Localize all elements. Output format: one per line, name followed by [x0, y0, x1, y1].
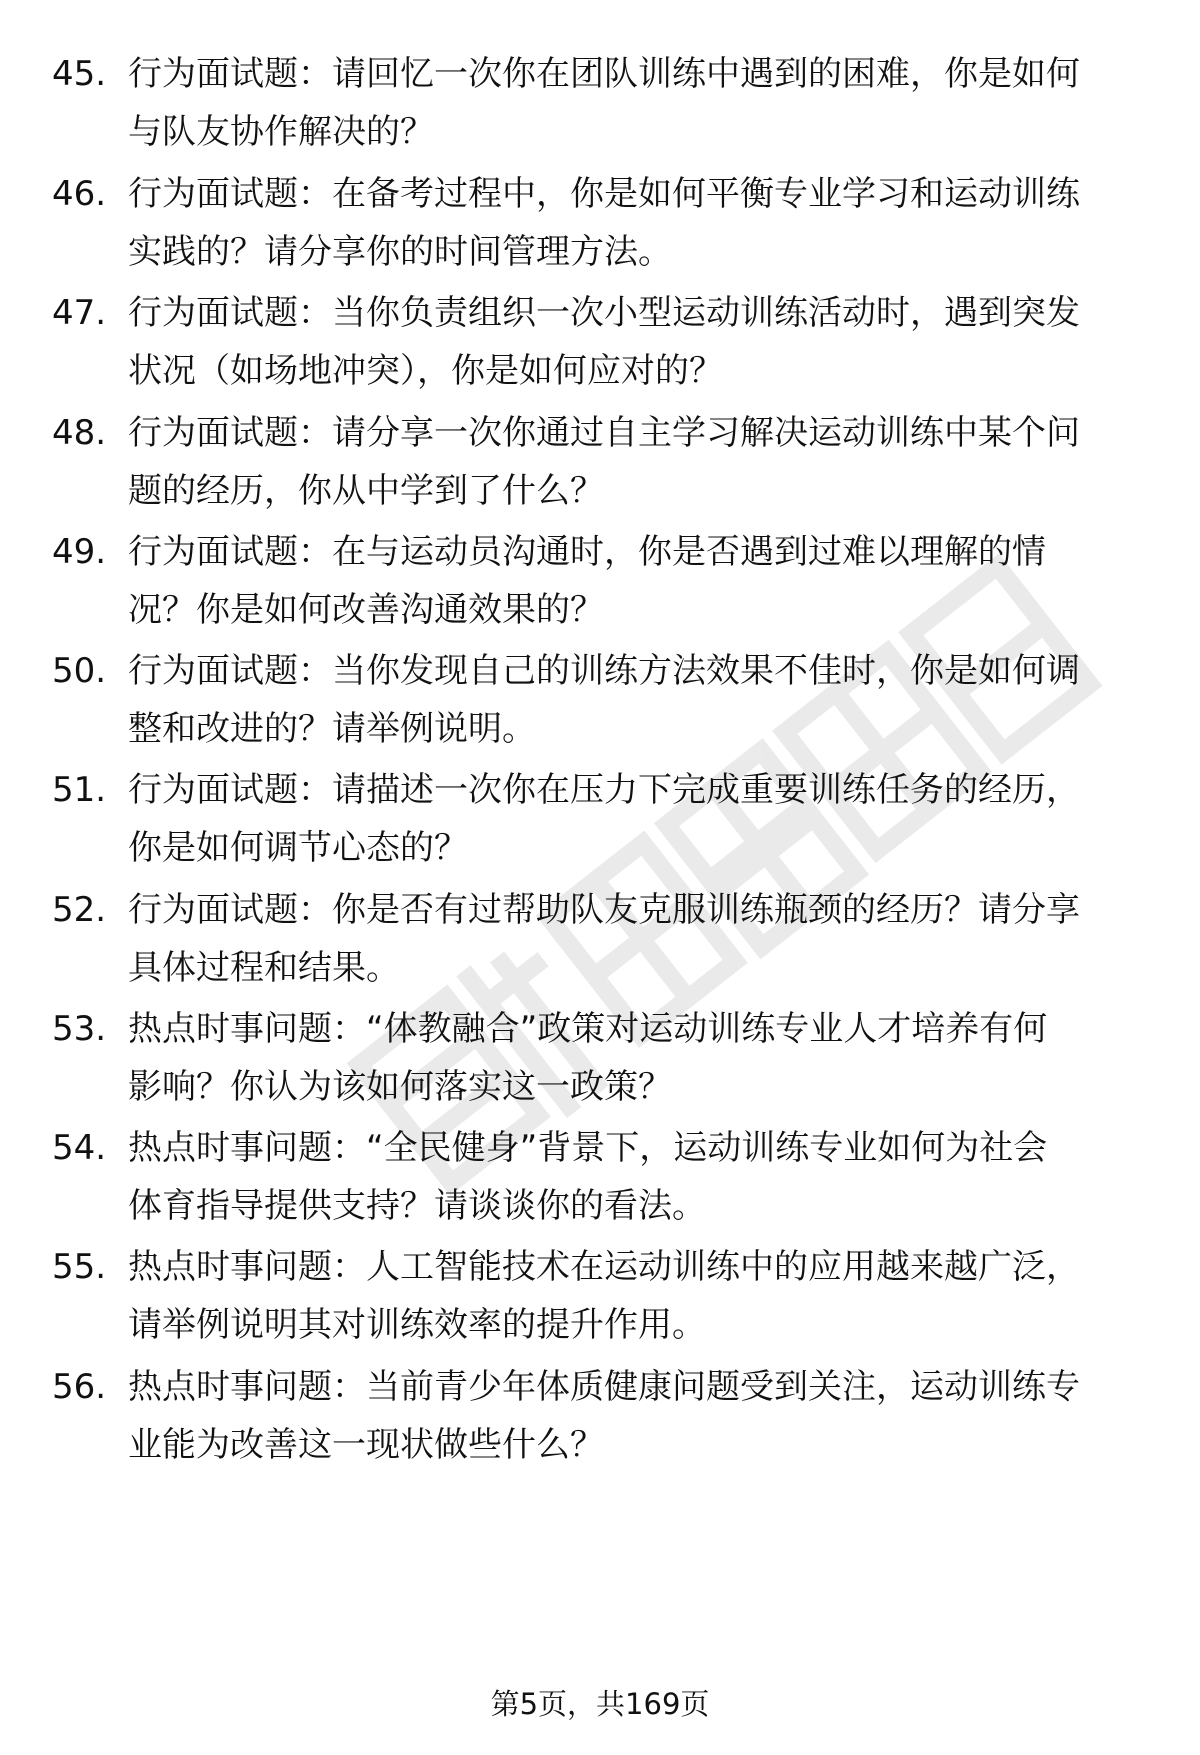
question-number: 54.	[52, 1128, 107, 1168]
question-text	[128, 1238, 1148, 1354]
question-line: 实践的？请分享你的时间管理方法。	[128, 232, 672, 272]
question-item	[0, 404, 1200, 524]
question-item	[0, 523, 1200, 643]
question-number: 47.	[52, 293, 107, 333]
page-number-footer: 第5页，共169页	[490, 1687, 710, 1721]
question-line: 行为面试题：你是否有过帮助队友克服训练瓶颈的经历？请分享	[128, 890, 1080, 930]
question-line: 行为面试题：请描述一次你在压力下完成重要训练任务的经历，	[128, 770, 1080, 810]
question-item	[0, 45, 1200, 165]
question-item	[0, 1358, 1200, 1478]
question-text	[128, 1000, 1148, 1116]
question-number: 53.	[52, 1009, 107, 1049]
question-text	[128, 284, 1148, 400]
question-item	[0, 165, 1200, 285]
question-line: 你是如何调节心态的？	[128, 828, 468, 868]
question-line: 况？你是如何改善沟通效果的？	[128, 590, 604, 630]
question-line: 行为面试题：当你负责组织一次小型运动训练活动时，遇到突发	[128, 293, 1080, 333]
question-line: 热点时事问题：“体教融合”政策对运动训练专业人才培养有何	[128, 1009, 1048, 1049]
question-item	[0, 642, 1200, 762]
question-line: 热点时事问题：当前青少年体质健康问题受到关注，运动训练专	[128, 1367, 1080, 1407]
question-line: 请举例说明其对训练效率的提升作用。	[128, 1305, 706, 1345]
question-number: 48.	[52, 413, 107, 453]
question-item	[0, 1119, 1200, 1239]
question-item	[0, 761, 1200, 881]
question-number: 55.	[52, 1247, 107, 1287]
question-line: 热点时事问题：人工智能技术在运动训练中的应用越来越广泛，	[128, 1247, 1080, 1287]
question-line: 行为面试题：在与运动员沟通时，你是否遇到过难以理解的情	[128, 532, 1046, 572]
question-item	[0, 1000, 1200, 1120]
question-number: 45.	[52, 54, 107, 94]
question-line: 热点时事问题：“全民健身”背景下，运动训练专业如何为社会	[128, 1128, 1048, 1168]
question-item	[0, 284, 1200, 404]
question-line: 行为面试题：请分享一次你通过自主学习解决运动训练中某个问	[128, 413, 1080, 453]
question-text	[128, 642, 1148, 758]
question-line: 整和改进的？请举例说明。	[128, 709, 536, 749]
question-line: 题的经历，你从中学到了什么？	[128, 471, 604, 511]
question-text	[128, 881, 1148, 997]
question-number: 52.	[52, 890, 107, 930]
question-number: 46.	[52, 174, 107, 214]
question-item	[0, 881, 1200, 1001]
question-number: 50.	[52, 651, 107, 691]
question-text	[128, 45, 1148, 161]
question-line: 状况（如场地冲突），你是如何应对的？	[128, 351, 723, 391]
question-number: 51.	[52, 770, 107, 810]
question-item	[0, 1238, 1200, 1358]
question-text	[128, 761, 1148, 877]
question-text	[128, 1119, 1148, 1235]
question-number: 49.	[52, 532, 107, 572]
question-line: 体育指导提供支持？请谈谈你的看法。	[128, 1186, 706, 1226]
question-text	[128, 523, 1148, 639]
question-line: 行为面试题：请回忆一次你在团队训练中遇到的困难，你是如何	[128, 54, 1080, 94]
question-line: 行为面试题：当你发现自己的训练方法效果不佳时，你是如何调	[128, 651, 1080, 691]
question-line: 具体过程和结果。	[128, 948, 400, 988]
question-line: 与队友协作解决的？	[128, 112, 434, 152]
question-line: 行为面试题：在备考过程中，你是如何平衡专业学习和运动训练	[128, 174, 1080, 214]
question-text	[128, 165, 1148, 281]
question-number: 56.	[52, 1367, 107, 1407]
question-text	[128, 404, 1148, 520]
question-text	[128, 1358, 1148, 1474]
question-line: 业能为改善这一现状做些什么？	[128, 1425, 604, 1465]
question-line: 影响？你认为该如何落实这一政策？	[128, 1067, 672, 1107]
